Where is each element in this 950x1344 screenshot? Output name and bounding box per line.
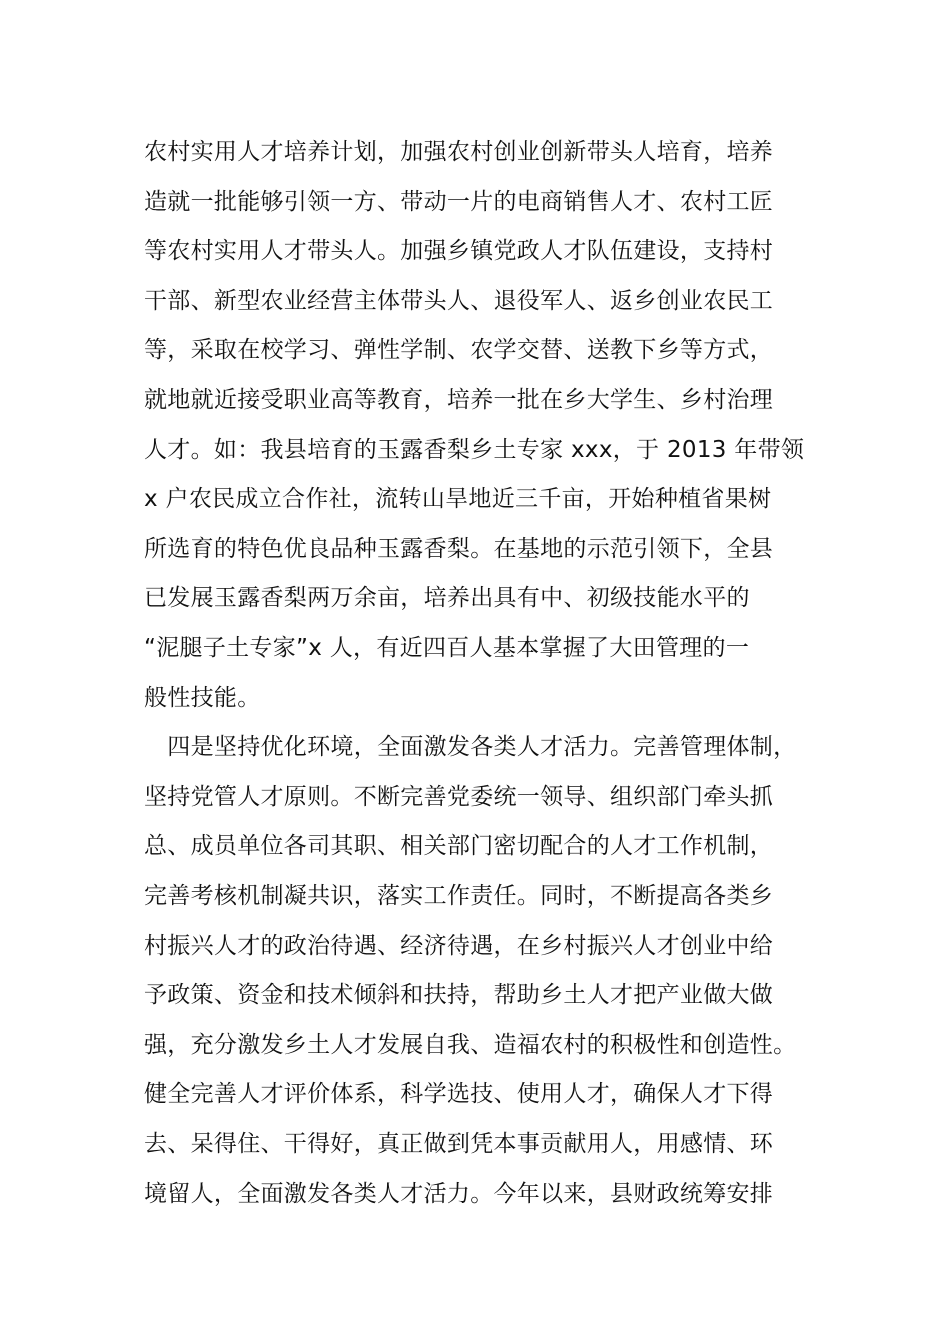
text-line: 农村实用人才培养计划，加强农村创业创新带头人培育，培养 bbox=[144, 139, 774, 165]
paragraph-start-line: 四是坚持优化环境，全面激发各类人才活力。完善管理体制， bbox=[144, 734, 797, 761]
text-line: 般性技能。 bbox=[144, 684, 261, 711]
text-line: 境留人，全面激发各类人才活力。今年以来，县财政统筹安排 bbox=[144, 1180, 774, 1207]
text-line: 完善考核机制凝共识，落实工作责任。同时，不断提高各类乡 bbox=[144, 883, 774, 909]
text-line: 造就一批能够引领一方、带动一片的电商销售人才、农村工匠 bbox=[144, 188, 774, 215]
text-line: 所选育的特色优良品种玉露香梨。在基地的示范引领下，全县 bbox=[144, 535, 774, 562]
text-line: 去、呆得住、干得好，真正做到凭本事贡献用人，用感情、环 bbox=[144, 1131, 774, 1157]
text-line: 予政策、资金和技术倾斜和扶持，帮助乡土人才把产业做大做 bbox=[144, 982, 774, 1009]
text-line: 强，充分激发乡土人才发展自我、造福农村的积极性和创造性。 bbox=[144, 1031, 797, 1058]
text-line: 等农村实用人才带头人。加强乡镇党政人才队伍建设，支持村 bbox=[144, 238, 774, 265]
text-line: 就地就近接受职业高等教育，培养一批在乡大学生、乡村治理 bbox=[144, 387, 774, 413]
text-line: “泥腿子土专家”x 人，有近四百人基本掌握了大田管理的一 bbox=[144, 635, 750, 661]
text-line: 干部、新型农业经营主体带头人、退役军人、返乡创业农民工 bbox=[144, 287, 774, 314]
text-line: 等，采取在校学习、弹性学制、农学交替、送教下乡等方式， bbox=[144, 337, 774, 364]
text-line: 健全完善人才评价体系，科学选技、使用人才，确保人才下得 bbox=[144, 1081, 774, 1108]
text-line: 总、成员单位各司其职、相关部门密切配合的人才工作机制， bbox=[144, 833, 774, 860]
text-line: 坚持党管人才原则。不断完善党委统一领导、组织部门牵头抓 bbox=[144, 783, 774, 810]
text-line: 村振兴人才的政治待遇、经济待遇，在乡村振兴人才创业中给 bbox=[144, 932, 774, 959]
text-line: 人才。如：我县培育的玉露香梨乡土专家 xxx，于 2013 年带领 bbox=[144, 436, 805, 463]
text-line: 已发展玉露香梨两万余亩，培养出具有中、初级技能水平的 bbox=[144, 585, 750, 612]
text-line: x 户农民成立合作社，流转山旱地近三千亩，开始种植省果树 bbox=[144, 486, 772, 513]
